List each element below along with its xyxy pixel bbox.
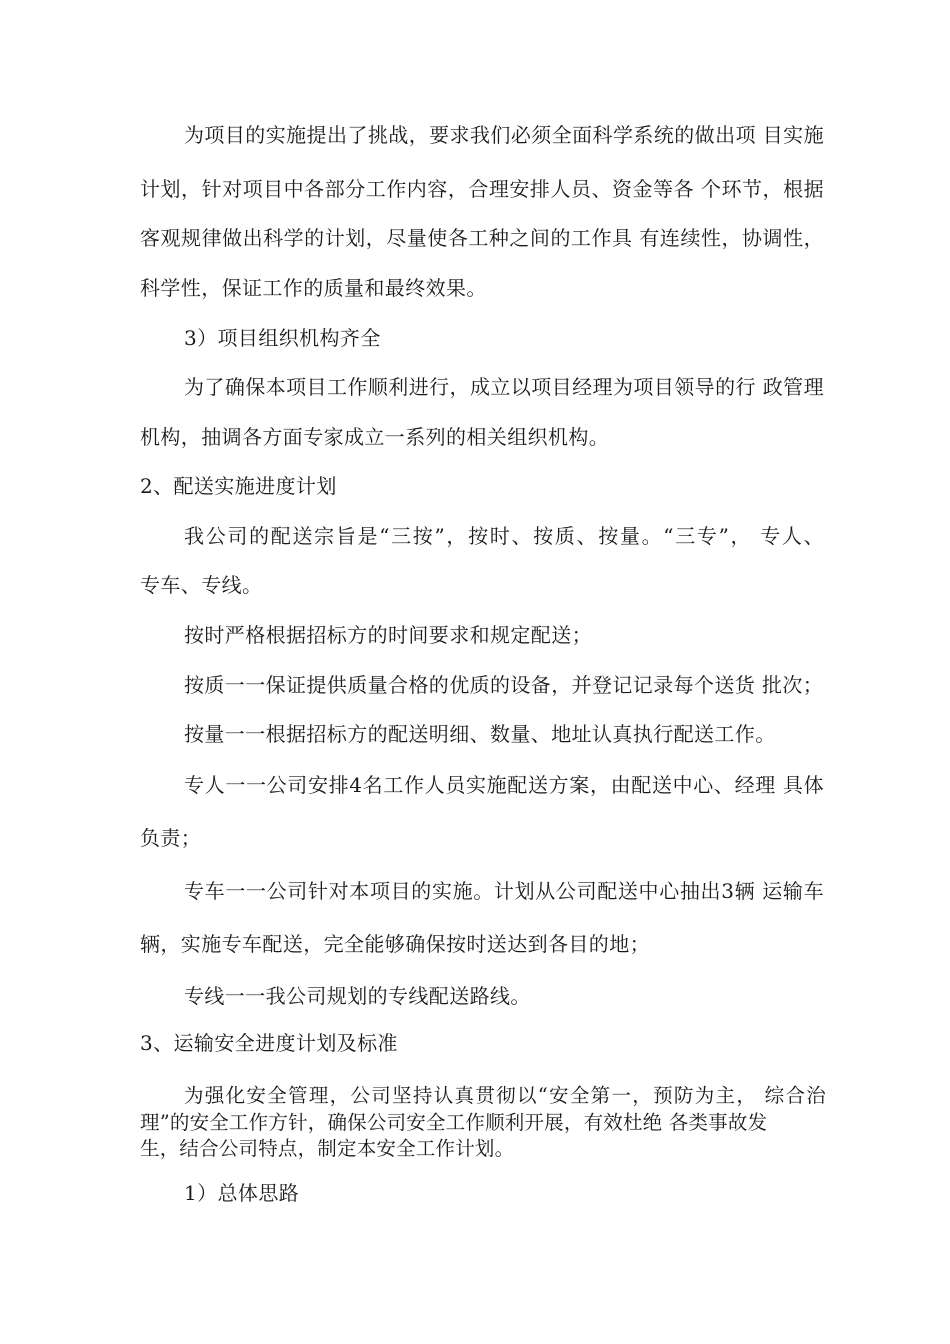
- paragraph-line: 专车、专线。: [140, 573, 263, 597]
- paragraph-line: 辆，实施专车配送，完全能够确保按时送达到各目的地；: [140, 932, 650, 956]
- paragraph-line: 按时严格根据招标方的时间要求和规定配送；: [184, 623, 592, 647]
- paragraph-line: 生，结合公司特点，制定本安全工作计划。: [140, 1137, 515, 1160]
- paragraph-line: 机构，抽调各方面专家成立一系列的相关组织机构。: [140, 425, 610, 449]
- paragraph-line: 理”的安全工作方针，确保公司安全工作顺利开展，有效杜绝 各类事故发: [140, 1111, 768, 1134]
- paragraph-line: 计划，针对项目中各部分工作内容，合理安排人员、资金等各 个环节，根据: [140, 177, 824, 201]
- paragraph-line: 专车一一公司针对本项目的实施。计划从公司配送中心抽出3辆 运输车: [184, 879, 824, 903]
- paragraph-line: 我公司的配送宗旨是“三按”，按时、按质、按量。“三专”， 专人、: [184, 524, 824, 548]
- paragraph-line: 专人一一公司安排4名工作人员实施配送方案，由配送中心、经理 具体: [184, 773, 824, 797]
- paragraph-line: 专线一一我公司规划的专线配送路线。: [184, 984, 531, 1008]
- section-heading: 2、配送实施进度计划: [140, 474, 337, 498]
- paragraph-line: 按质一一保证提供质量合格的优质的设备，并登记记录每个送货 批次；: [184, 673, 824, 697]
- paragraph-line: 客观规律做出科学的计划，尽量使各工种之间的工作具 有连续性，协调性，: [140, 226, 824, 250]
- paragraph-line: 按量一一根据招标方的配送明细、数量、地址认真执行配送工作。: [184, 722, 776, 746]
- paragraph-line: 负责；: [140, 826, 202, 850]
- paragraph-line: 科学性，保证工作的质量和最终效果。: [140, 276, 487, 300]
- paragraph-line: 为强化安全管理，公司坚持认真贯彻以“安全第一，预防为主， 综合治: [184, 1084, 826, 1107]
- subsection-heading: 3）项目组织机构齐全: [184, 326, 381, 350]
- paragraph-line: 为了确保本项目工作顺利进行，成立以项目经理为项目领导的行 政管理: [184, 375, 824, 399]
- paragraph-line: 为项目的实施提出了挑战，要求我们必须全面科学系统的做出项 目实施: [184, 123, 824, 147]
- section-heading: 3、运输安全进度计划及标准: [140, 1031, 398, 1055]
- subsection-heading: 1）总体思路: [184, 1181, 300, 1205]
